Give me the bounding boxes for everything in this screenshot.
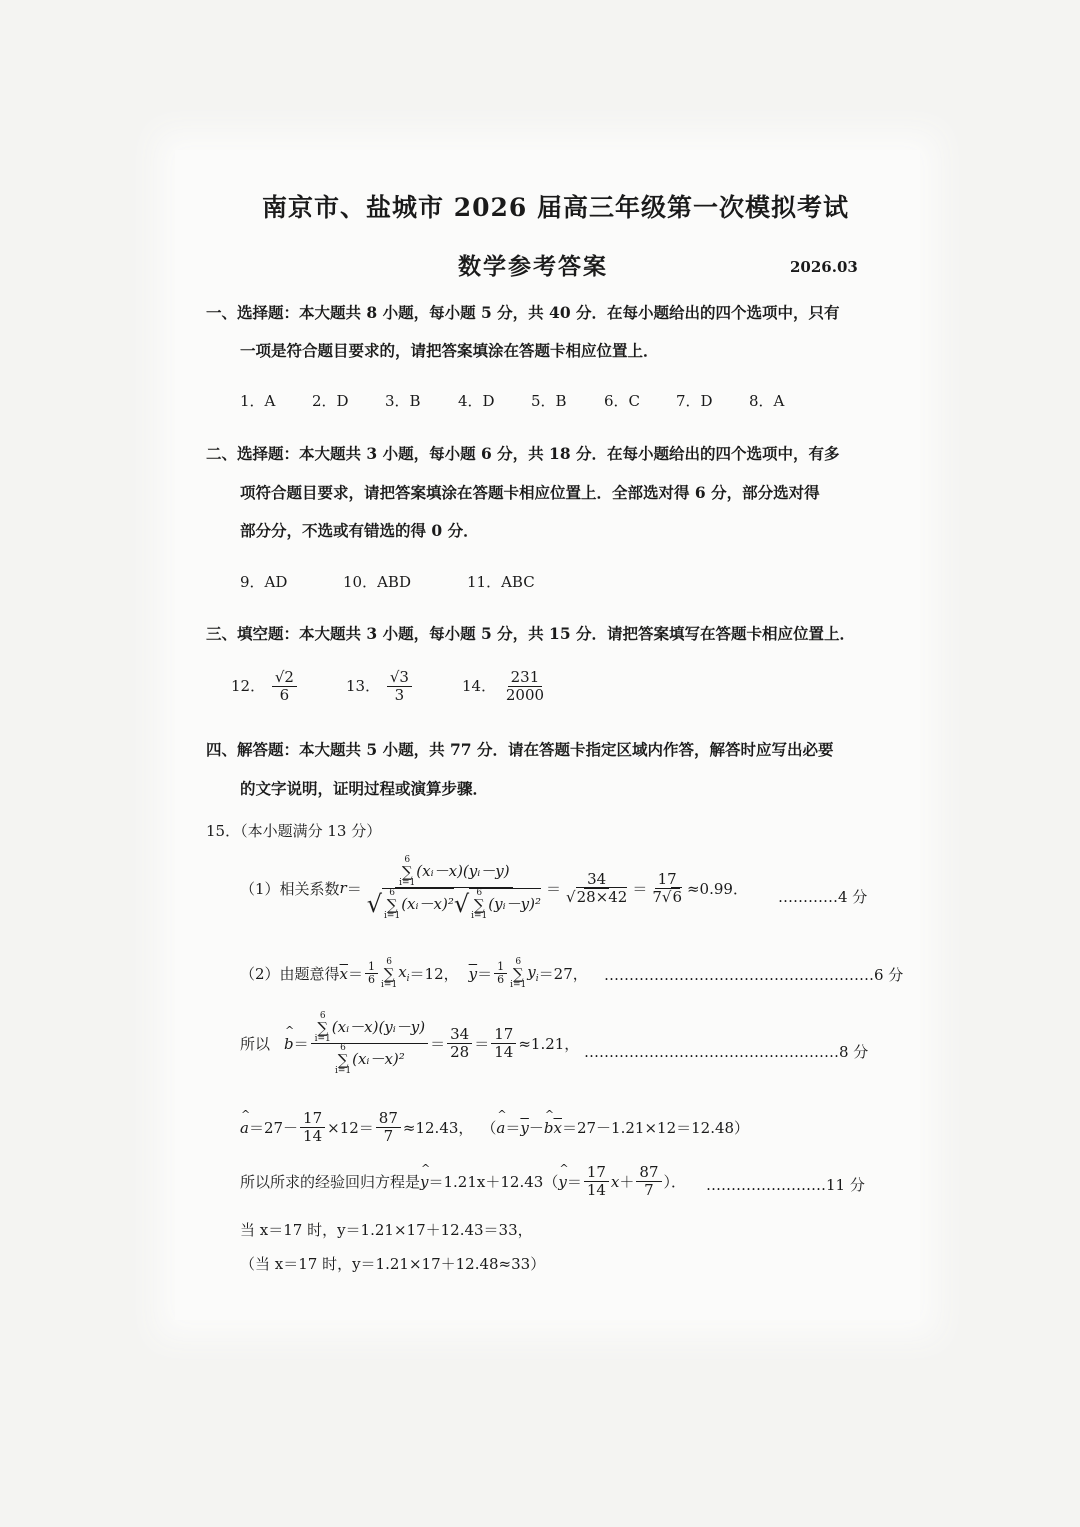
section1-answers [240,390,784,411]
sum-top: 6 [404,855,411,865]
section3-line1: 三、填空题：本大题共 3 小题，每小题 5 分，共 15 分．请把答案填写在答题卡相应位置上． [206,624,856,643]
part1-den-expr1: (xᵢ－x)² [401,895,454,914]
sum-top: 6 [319,1011,326,1021]
part5-score: ……………………11 分 [706,1176,865,1194]
part1-frac2-num: 17 [655,871,680,889]
sum-bottom: i=1 [471,911,488,922]
part4-frac-num: 17 [300,1110,325,1128]
part4-frac2-num: 87 [376,1110,401,1128]
answer-2: 2．D [312,392,349,410]
sum-bottom: i=1 [384,911,401,922]
q15-part3: 所以 ^ b ＝ 6 ∑ i=1 (xᵢ－x)(yᵢ－y) 6 ∑ i=1 (xᵢ－x)² ＝ $\frac{34}{28}$ ＝ $\frac{17}{14}$ ≈1.21， [240,1012,579,1076]
section1-line1: 一、选择题：本大题共 8 小题，每小题 5 分，共 40 分．在每小题给出的四个选项中，只有 [206,303,840,322]
q15-header: 15．（本小题满分 13 分） [206,822,382,840]
part5-eq: ＝1.21x＋12.43 [428,1173,544,1192]
part5-frac2-den: 7 [644,1181,654,1200]
answer-6: 6．C [604,392,641,410]
part1-label: （1）相关系数 [240,879,340,898]
q15-part1: （1）相关系数 r ＝ 6 ∑ i=1 (xᵢ－x)(yᵢ－y) √ 6 ∑ i=1 (xᵢ－x)² √ 6 ∑ i=1 (yᵢ－y)² ＝ $\frac{34}{√28\times 42}$ ＝ $\frac{17}{7√6}$ ≈0.99． [240,855,748,922]
part1-result: ≈0.99． [686,879,748,898]
q15-part2: （2）由题意得 $\overline{x}$ ＝ $\frac{1}{6}$ 6 ∑ i=1 $x_i$ ＝12， $\overline{y}$ ＝ $\frac{1}{6}$ 6 ∑ i=1 $y_i$ ＝27， [240,957,588,990]
answer-12-num: √2 [272,669,297,687]
q15-line6: 当 x＝17 时，y＝1.21×17＋12.43＝33， [240,1221,533,1239]
part1-score: …………4 分 [778,888,868,906]
section2-answers [240,571,535,592]
answer-12-label: 12． [231,676,266,695]
answer-13-den: 3 [394,686,405,705]
part3-score: ……………………………………………8 分 [584,1043,869,1061]
answer-1: 1．A [240,392,276,410]
sum-top: 6 [476,888,483,899]
sum-bottom: i=1 [510,979,527,990]
part3-frac2-den: 14 [494,1043,514,1062]
part1-num-expr: (xᵢ－x)(yᵢ－y) [416,862,510,881]
answer-5: 5．B [531,392,567,410]
q15-part4: ^ a ＝27－ $\frac{17}{14}$ ×12＝ $\frac{87}{7}$ ≈12.43， （ ^ a ＝ $\overline{y}$ － ^ b $\overline{x}$ ＝27－1.21×12＝12.48） [240,1110,749,1146]
document-subtitle: 数学参考答案 [458,253,608,280]
part5-frac1-num: 17 [584,1164,609,1182]
part5-frac1-den: 14 [586,1181,606,1200]
part2-ybar-val: ＝27， [538,965,588,984]
section2-line2: 项符合题目要求，请把答案填涂在答题卡相应位置上．全部选对得 6 分，部分选对得 [240,483,820,502]
part4-frac-den: 14 [303,1127,323,1146]
part3-num-expr: (xᵢ－x)(yᵢ－y) [331,1018,426,1037]
correlation-fraction: 6 ∑ i=1 (xᵢ－x)(yᵢ－y) √ 6 ∑ i=1 (xᵢ－x)² √ 6 ∑ i=1 (yᵢ－y)² [366,855,541,922]
answer-7: 7．D [676,392,713,410]
part1-frac1-den: 28×42 [576,887,628,906]
answer-13-num: √3 [387,669,412,687]
sum-bottom: i=1 [334,1066,352,1077]
part4-alt: ＝27－1.21×12＝12.48） [561,1119,750,1138]
coef-num: 1 [365,961,378,975]
part1-var: r [339,879,347,898]
answer-13 [346,669,414,705]
answer-11: 11．ABC [467,573,535,591]
part3-frac1-num: 34 [447,1026,472,1044]
part2-score: ………………………………………………6 分 [604,966,904,984]
answer-14 [462,669,549,705]
q15-line7: （当 x＝17 时，y＝1.21×17＋12.48≈33） [240,1255,546,1273]
part3-frac1-den: 28 [450,1043,470,1062]
part5-text: 所以所求的经验回归方程是 [240,1173,421,1192]
part4-frac2-den: 7 [383,1127,394,1146]
part2-xbar-val: ＝12， [409,965,459,984]
answer-12 [231,669,299,705]
sum-top: 6 [340,1043,346,1054]
part2-label: （2）由题意得 [240,965,340,984]
section2-line3: 部分分，不选或有错选的得 0 分． [240,521,479,540]
part3-result: ≈1.21， [518,1035,580,1054]
sum-top: 6 [389,888,395,899]
document-date: 2026.03 [790,258,858,276]
answer-14-num: 231 [508,669,543,687]
sum-bottom: i=1 [399,877,416,888]
part1-frac2-den-a: 7 [652,887,662,906]
sum-top: 6 [386,957,392,967]
answer-3: 3．B [385,392,421,410]
answer-12-den: 6 [279,686,290,705]
section1-line2: 一项是符合题目要求的，请把答案填涂在答题卡相应位置上． [240,341,659,360]
coef-num: 1 [494,961,507,975]
part1-frac1-num: 34 [584,871,609,889]
answer-8: 8．A [749,392,785,410]
answer-9: 9．AD [240,573,288,591]
document-title: 南京市、盐城市 2026 届高三年级第一次模拟考试 [262,193,849,222]
coef-den: 6 [497,973,505,987]
part4-result: ≈12.43， [402,1119,474,1138]
sum-top: 6 [515,957,522,967]
section4-line2: 的文字说明，证明过程或演算步骤． [240,779,489,798]
q15-part5: 所以所求的经验回归方程是 ^ y ＝1.21x＋12.43 （ ^ y ＝ $\frac{17}{14}$ x ＋ $\frac{87}{7}$ ）． [240,1164,686,1200]
part4-mid: ×12＝ [327,1119,374,1138]
part4-lhs: ＝27－ [248,1119,299,1138]
section4-line1: 四、解答题：本大题共 5 小题，共 77 分．请在答题卡指定区域内作答，解答时应写出必要 [206,740,834,759]
sum-bottom: i=1 [381,979,398,990]
part1-frac2-den-b: 6 [672,887,682,906]
answer-14-label: 14． [462,676,497,695]
answer-4: 4．D [458,392,495,410]
section2-line1: 二、选择题：本大题共 3 小题，每小题 6 分，共 18 分．在每小题给出的四个选项中，有多 [206,444,840,463]
part3-frac2-num: 17 [491,1026,516,1044]
coef-den: 6 [368,973,376,987]
answer-13-label: 13． [346,676,381,695]
part3-label: 所以 [240,1035,271,1054]
answer-10: 10．ABD [343,573,411,591]
part1-den-expr2: (yᵢ－y)² [488,895,541,914]
answer-14-den: 2000 [505,686,545,705]
sum-bottom: i=1 [314,1033,331,1044]
part3-den-expr: (xᵢ－x)² [352,1050,405,1069]
part5-frac2-num: 87 [636,1164,661,1182]
